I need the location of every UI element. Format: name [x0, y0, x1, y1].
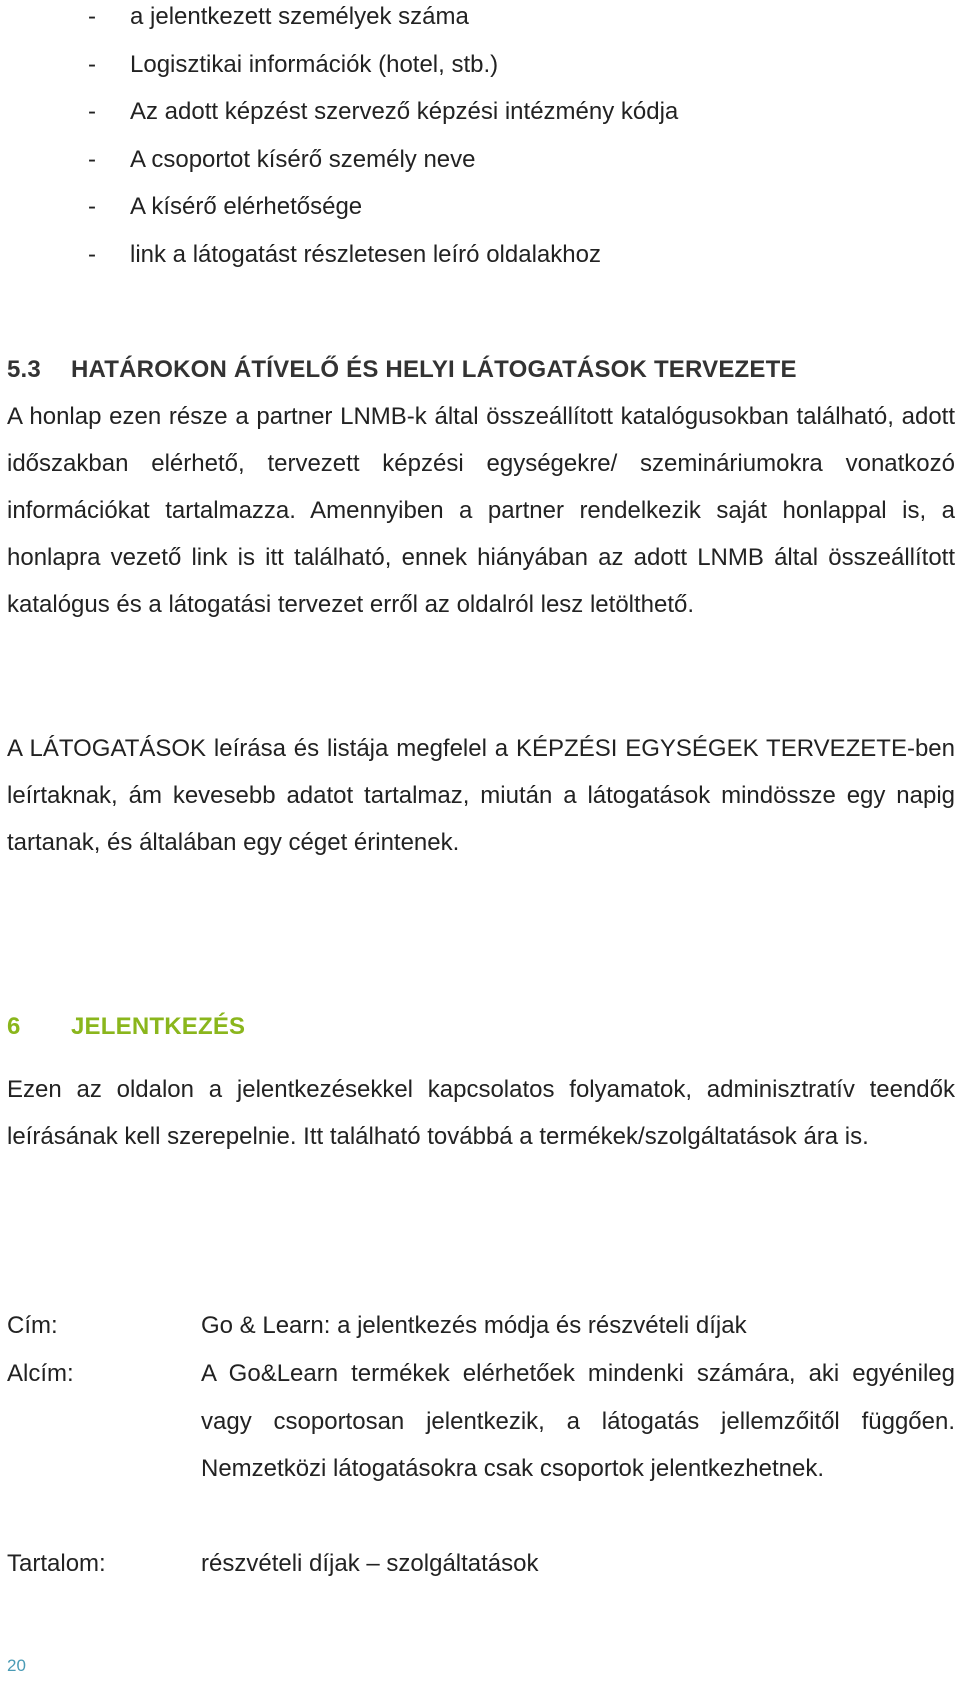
cim-value: Go & Learn: a jelentkezés módja és részvételi díjak	[201, 1312, 747, 1339]
section-5-3-paragraph-2: A LÁTOGATÁSOK leírása és listája megfelel a KÉPZÉSI EGYSÉGEK TERVEZETE-ben leírtaknak, ám kevesebb adatot tartalmaz, miután a látogatások mindössze egy napig tartanak, és általában egy céget érintenek.	[7, 735, 955, 856]
bullet-text: Az adott képzést szervező képzési intézmény kódja	[130, 98, 679, 125]
section-title: JELENTKEZÉS	[71, 1013, 246, 1040]
section-6-heading	[7, 1012, 952, 1042]
page-number: 20	[7, 1656, 26, 1675]
bullet-text: link a látogatást részletesen leíró oldalakhoz	[130, 240, 601, 268]
section-6-paragraph: Ezen az oldalon a jelentkezésekkel kapcsolatos folyamatok, adminisztratív teendők leírásának kell szerepelnie. Itt található továbbá a termékek/szolgáltatások ára is.	[7, 1076, 955, 1150]
bullet-text: Logisztikai információk (hotel, stb.)	[130, 50, 499, 78]
section-5-3-paragraph-1: A honlap ezen része a partner LNMB-k által összeállított katalógusokban található, adott időszakban elérhető, tervezett képzési egységekre/ szemináriumokra vonatkozó információkat tartalmazza. Amennyiben a partner rendelkezik saját honlappal is, a honlapra vezető link is itt található, ennek hiányában az adott LNMB által összeállított katalógus és a látogatási tervezet erről az oldalról lesz letölthető.	[7, 403, 955, 618]
bullet-dash: -	[88, 50, 96, 78]
section-number: 6	[7, 1013, 21, 1040]
bullet-text: A kísérő elérhetősége	[130, 193, 363, 220]
cim-label: Cím:	[7, 1312, 58, 1339]
tartalom-value: részvételi díjak – szolgáltatások	[201, 1550, 539, 1577]
tartalom-label: Tartalom:	[7, 1550, 106, 1577]
bullet-dash: -	[88, 193, 96, 220]
section-number: 5.3	[7, 356, 41, 383]
bullet-dash: -	[88, 98, 96, 125]
alcim-label: Alcím:	[7, 1360, 74, 1387]
alcim-value: A Go&Learn termékek elérhetőek mindenki számára, aki egyénileg vagy csoportosan jelentkezik, a látogatás jellemzőitől függően. Nemzetközi látogatásokra csak csoportok jelentkezhetnek.	[201, 1360, 955, 1482]
bullet-dash: -	[88, 3, 96, 30]
bullet-dash: -	[88, 240, 96, 268]
section-title: HATÁROKON ÁTÍVELŐ ÉS HELYI LÁTOGATÁSOK TERVEZETE	[71, 356, 797, 383]
bullet-text: a jelentkezett személyek száma	[130, 3, 469, 30]
bullet-dash: -	[88, 145, 96, 173]
section-5-3-heading	[7, 355, 952, 385]
bullet-text: A csoportot kísérő személy neve	[130, 145, 476, 173]
